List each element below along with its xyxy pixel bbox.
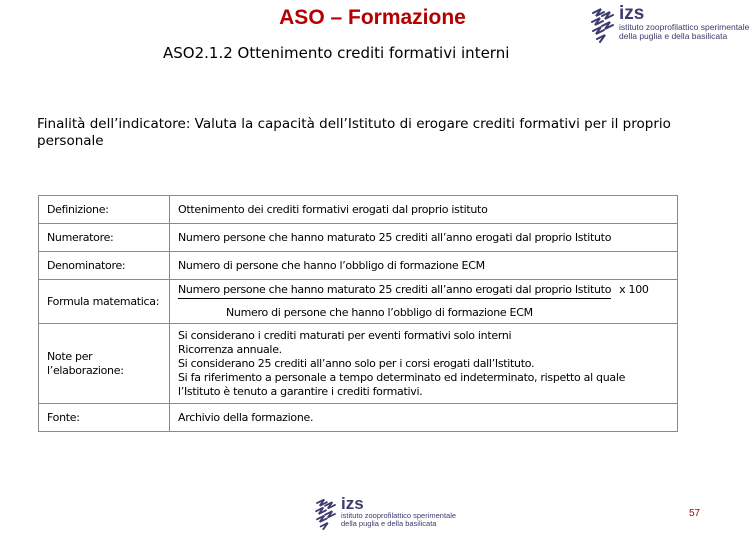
denominator-label: Denominatore:	[39, 252, 170, 280]
formula-multiplier: x 100	[619, 283, 649, 296]
definition-value: Ottenimento dei crediti formativi erogati dal proprio istituto	[170, 196, 678, 224]
logo-line-1: istituto zooprofilattico sperimentale	[619, 22, 749, 32]
definition-label: Definizione:	[39, 196, 170, 224]
indicator-table	[38, 195, 678, 432]
page-number: 57	[689, 508, 701, 519]
formula-denominator: Numero di persone che hanno l’obbligo di formazione ECM	[226, 306, 533, 319]
source-label: Fonte:	[39, 404, 170, 432]
logo-line-2: della puglia e della basilicata	[341, 518, 437, 528]
izs-logo-icon	[590, 4, 616, 44]
numerator-label: Numeratore:	[39, 224, 170, 252]
notes-value	[170, 324, 678, 404]
intro-text: Finalità dell’indicatore: Valuta la capacità dell’Istituto di erogare crediti formativi per il proprio personale	[37, 116, 671, 149]
indicator-subtitle: ASO2.1.2 Ottenimento crediti formativi interni	[163, 44, 510, 62]
formula-value	[170, 280, 678, 324]
table-row	[39, 404, 678, 432]
logo-line-1: istituto zooprofilattico sperimentale	[341, 511, 457, 520]
izs-logo-bottom	[314, 495, 456, 531]
page-title: ASO – Formazione	[279, 6, 466, 29]
table-row	[39, 196, 678, 224]
source-value: Archivio della formazione.	[170, 404, 678, 432]
notes-label: Note per l’elaborazione:	[39, 324, 170, 404]
note-line: Si fa riferimento a personale a tempo determinato ed indeterminato, rispetto al quale l’Istituto è tenuto a garantire i crediti formativi.	[178, 370, 626, 398]
table-row	[39, 224, 678, 252]
logo-line-2: della puglia e della basilicata	[619, 30, 728, 41]
table-row	[39, 252, 678, 280]
izs-logo-top	[590, 4, 749, 44]
note-line: Ricorrenza annuale.	[178, 342, 282, 356]
note-line: Si considerano 25 crediti all’anno solo per i corsi erogati dall’Istituto.	[178, 356, 535, 370]
denominator-value: Numero di persone che hanno l’obbligo di formazione ECM	[170, 252, 678, 280]
table-row	[39, 280, 678, 324]
numerator-value: Numero persone che hanno maturato 25 crediti all’anno erogati dal proprio Istituto	[170, 224, 678, 252]
logo-acronym: izs	[341, 494, 364, 513]
formula-label: Formula matematica:	[39, 280, 170, 324]
formula-numerator: Numero persone che hanno maturato 25 crediti all’anno erogati dal proprio Istituto	[178, 283, 611, 299]
logo-acronym: izs	[619, 3, 645, 24]
izs-logo-icon	[314, 495, 338, 531]
table-row	[39, 324, 678, 404]
note-line: Si considerano i crediti maturati per eventi formativi solo interni	[178, 328, 512, 342]
